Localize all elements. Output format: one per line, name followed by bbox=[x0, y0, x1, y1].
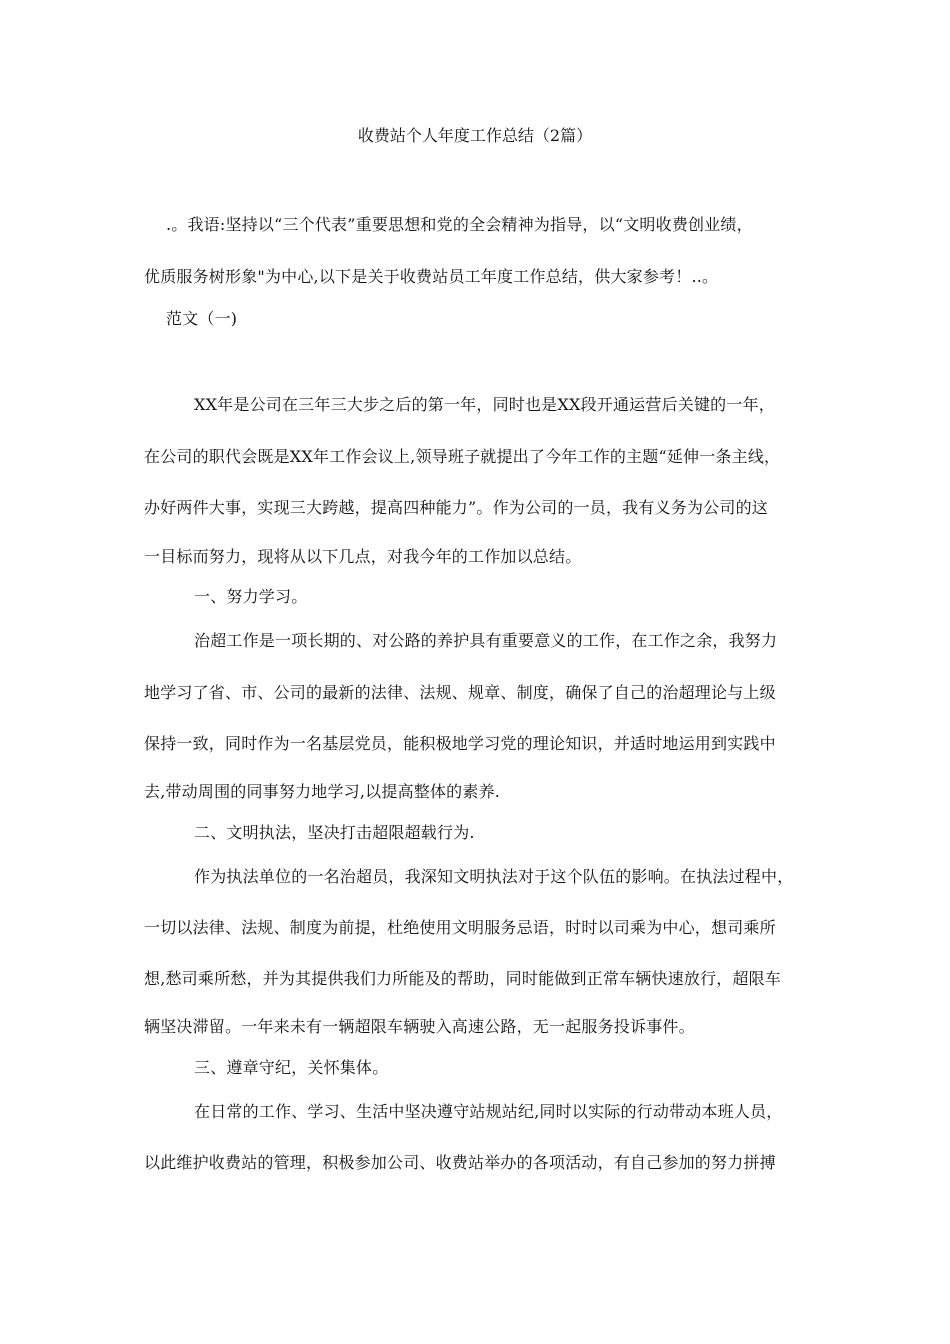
paragraph-line: .。我语:坚持以“三个代表”重要思想和党的全会精神为指导，以“文明收费创业绩， bbox=[166, 215, 753, 234]
paragraph-line: 地学习了省、市、公司的最新的法律、法规、规章、制度，确保了自己的治超理论与上级 bbox=[144, 683, 776, 702]
paragraph-line: 保持一致，同时作为一名基层党员，能积极地学习党的理论知识，并适时地运用到实践中 bbox=[144, 734, 776, 753]
paragraph-line: 作为执法单位的一名治超员，我深知文明执法对于这个队伍的影响。在执法过程中， bbox=[194, 867, 794, 886]
paragraph-line: 治超工作是一项长期的、对公路的养护具有重要意义的工作，在工作之余，我努力 bbox=[194, 631, 778, 650]
section-heading: 二、文明执法，坚决打击超限超载行为. bbox=[194, 823, 475, 842]
section-heading: 范文（一) bbox=[166, 309, 238, 328]
paragraph-line: 想,愁司乘所愁，并为其提供我们力所能及的帮助，同时能做到正常车辆快速放行，超限车 bbox=[144, 969, 782, 988]
paragraph-line: 在公司的职代会既是XX年工作会议上,领导班子就提出了今年工作的主题“延伸一条主线， bbox=[144, 447, 781, 466]
section-heading: 三、遵章守纪，关怀集体。 bbox=[194, 1058, 389, 1077]
paragraph-line: 优质服务树形象"为中心,以下是关于收费站员工年度工作总结，供大家参考！..。 bbox=[144, 267, 719, 286]
paragraph-line: 一目标而努力，现将从以下几点，对我今年的工作加以总结。 bbox=[144, 547, 582, 566]
paragraph-line: 以此维护收费站的管理，积极参加公司、收费站举办的各项活动，有自己参加的努力拼搏 bbox=[144, 1153, 776, 1172]
paragraph-line: 一切以法律、法规、制度为前提，杜绝使用文明服务忌语，时时以司乘为中心，想司乘所 bbox=[144, 918, 776, 937]
paragraph-line: 办好两件大事，实现三大跨越，提高四种能力”。作为公司的一员，我有义务为公司的这 bbox=[144, 498, 768, 517]
paragraph-line: XX年是公司在三年三大步之后的第一年，同时也是XX段开通运营后关键的一年， bbox=[194, 395, 775, 414]
paragraph-line: 去,带动周围的同事努力地学习,以提高整体的素养. bbox=[144, 782, 501, 801]
section-heading: 一、努力学习。 bbox=[194, 587, 308, 606]
paragraph-line: 在日常的工作、学习、生活中坚决遵守站规站纪,同时以实际的行动带动本班人员， bbox=[194, 1102, 783, 1121]
document-title: 收费站个人年度工作总结（2篇） bbox=[357, 126, 593, 145]
paragraph-line: 辆坚决滞留。一年来未有一辆超限车辆驶入高速公路，无一起服务投诉事件。 bbox=[144, 1017, 695, 1036]
